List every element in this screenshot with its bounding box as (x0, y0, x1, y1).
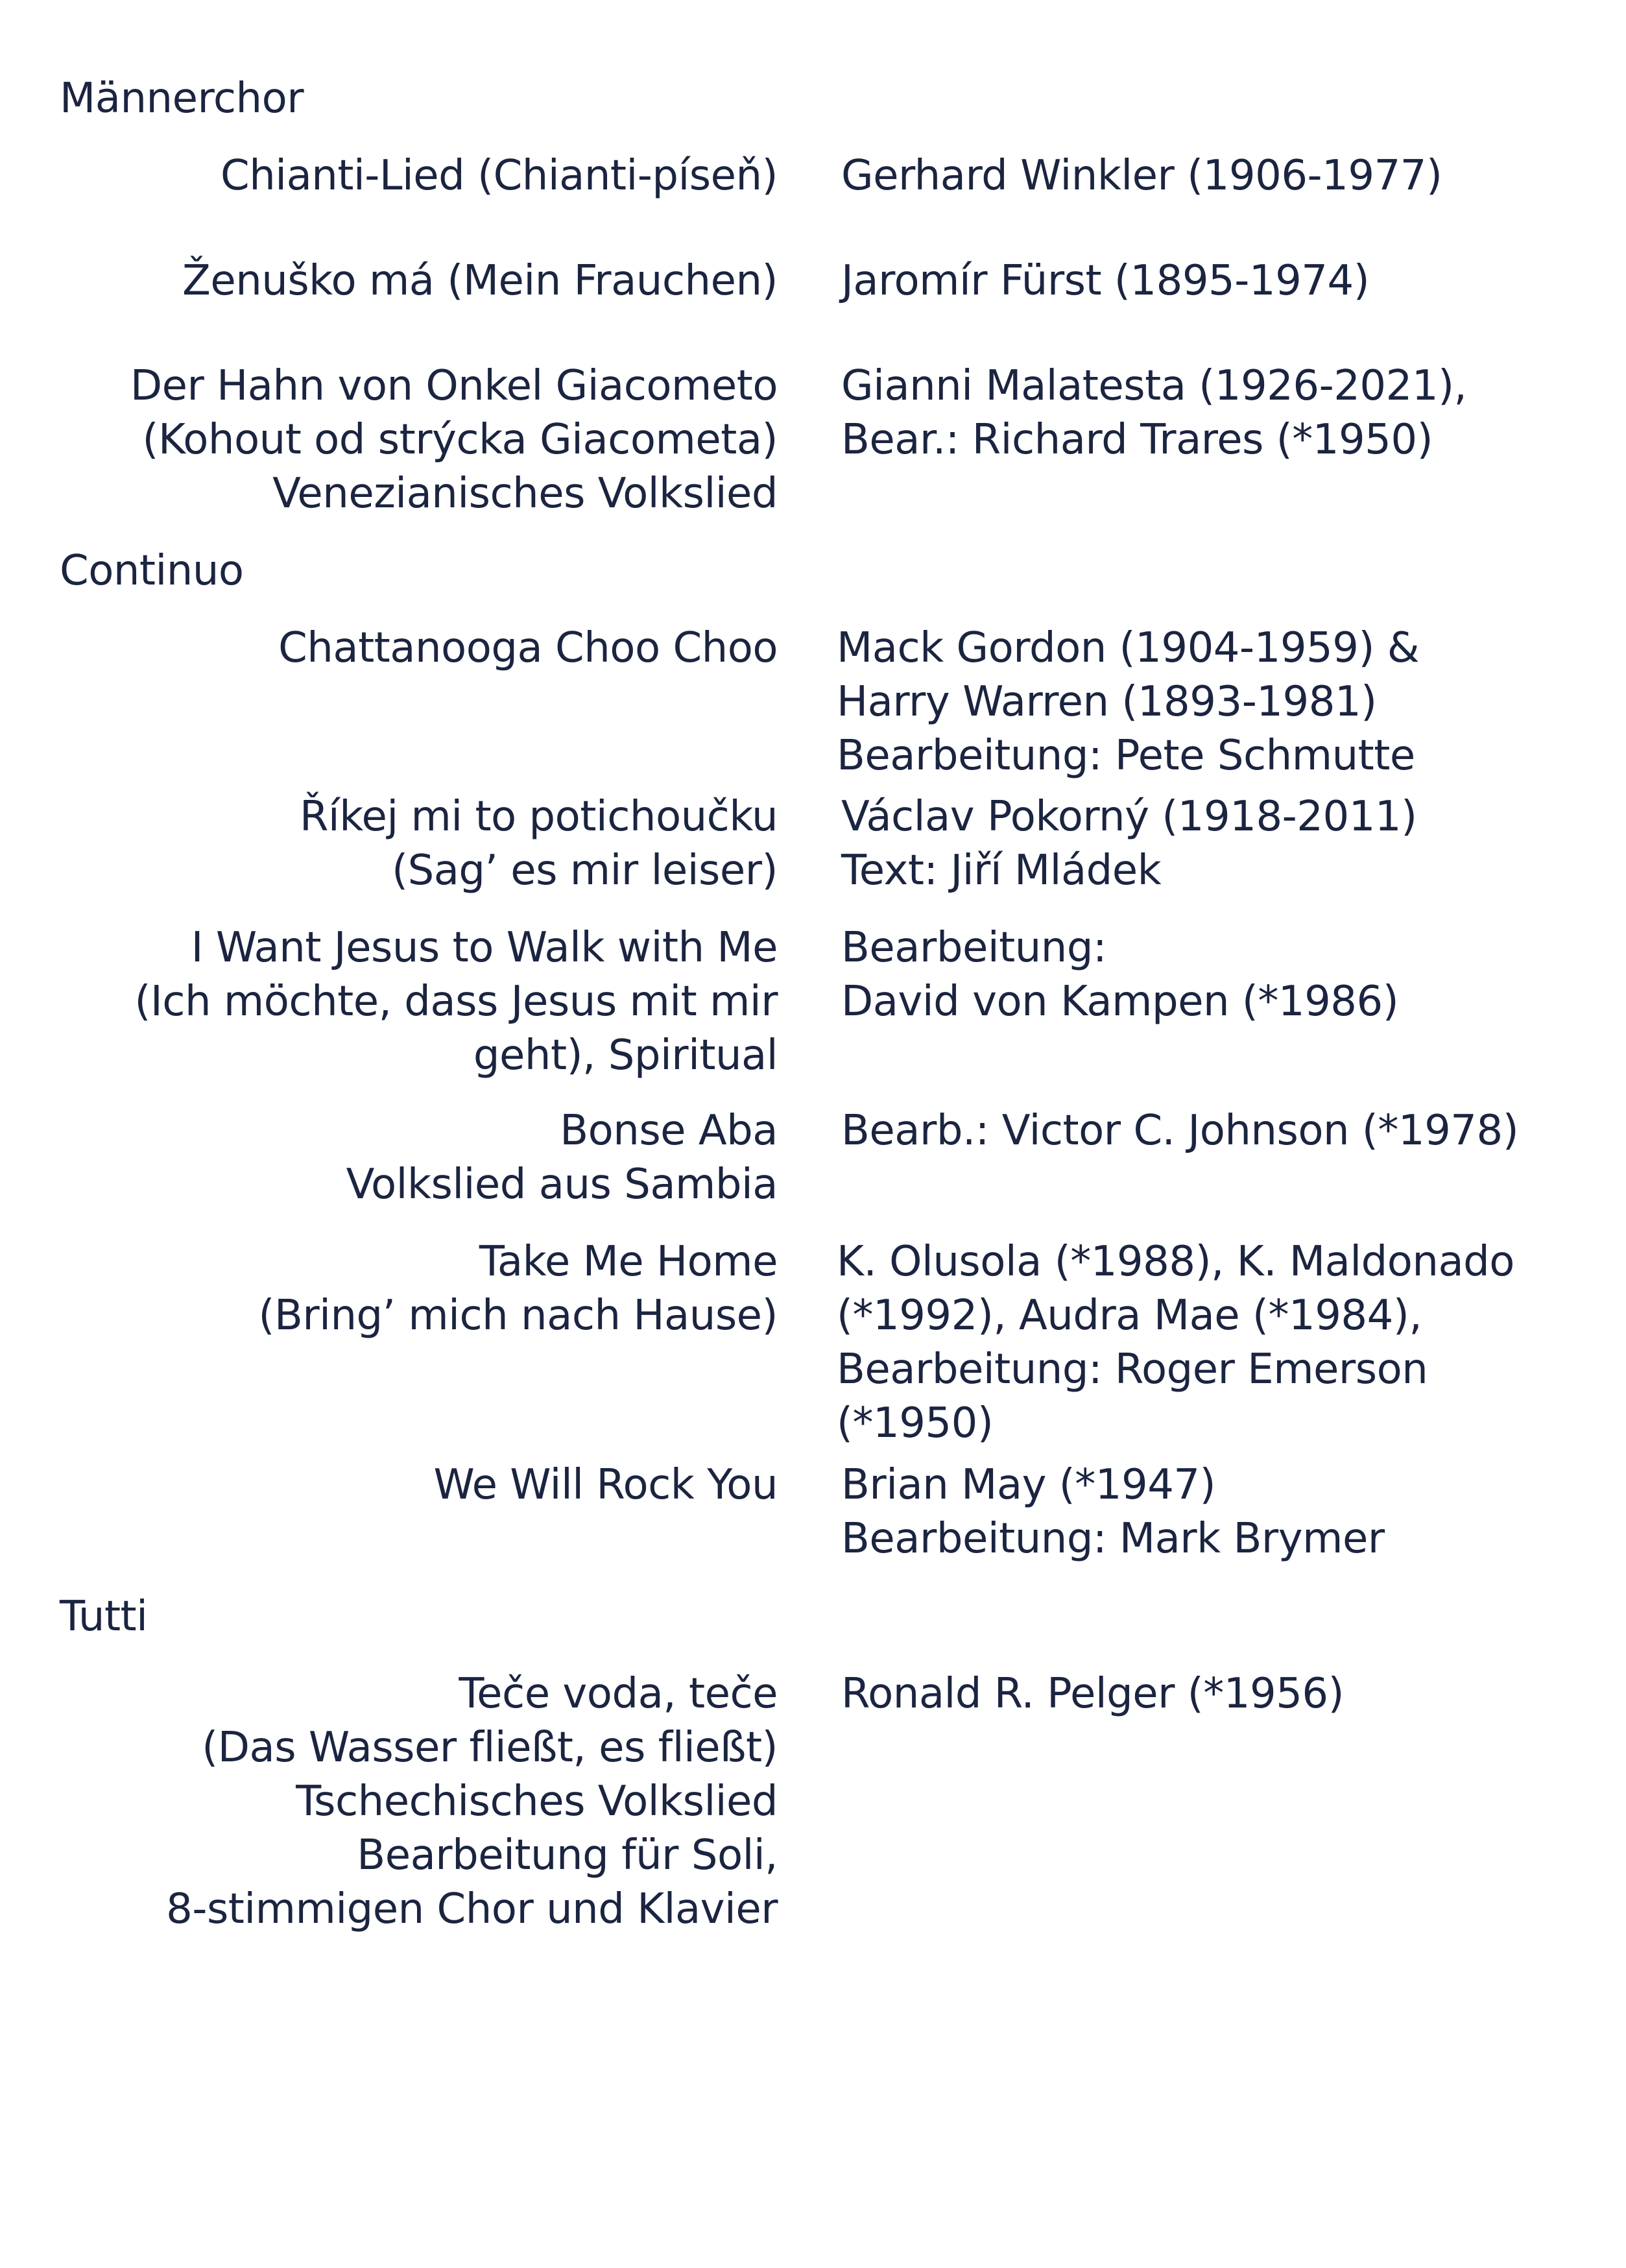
piece-title (134, 921, 778, 1083)
piece-composer (841, 790, 1417, 898)
title-line: Bonse Aba (560, 1107, 778, 1155)
piece-composer (841, 149, 1442, 203)
title-line: Der Hahn von Onkel Giacometo (130, 362, 778, 410)
title-line: 8-stimmigen Chor und Klavier (166, 1885, 778, 1933)
piece-composer (837, 1235, 1514, 1451)
piece-title (221, 149, 778, 203)
composer-line: Bear.: Richard Trares (*1950) (841, 416, 1433, 464)
piece-title (346, 1104, 778, 1212)
section-heading-continuo: Continuo (60, 547, 244, 595)
piece-title (434, 1458, 778, 1512)
title-line: (Das Wasser fließt, es fließt) (202, 1724, 778, 1772)
piece-composer (841, 921, 1398, 1029)
title-line: Tschechisches Volkslied (296, 1778, 778, 1826)
composer-line: Mack Gordon (1904-1959) & (837, 624, 1420, 672)
section-heading-tutti: Tutti (60, 1593, 148, 1641)
title-line: Take Me Home (479, 1238, 778, 1286)
composer-line: David von Kampen (*1986) (841, 978, 1399, 1026)
title-line: I Want Jesus to Walk with Me (191, 924, 778, 972)
piece-composer (841, 254, 1369, 308)
title-line: Volkslied aus Sambia (346, 1161, 778, 1209)
composer-line: Václav Pokorný (1918-2011) (841, 793, 1417, 841)
piece-title (166, 1667, 778, 1936)
composer-line: Text: Jiří Mládek (841, 847, 1162, 895)
composer-line: (*1992), Audra Mae (*1984), (837, 1292, 1422, 1340)
title-line: Chianti-Lied (Chianti-píseň) (221, 152, 778, 200)
piece-composer (841, 359, 1466, 467)
piece-composer (841, 1667, 1344, 1721)
composer-line: Bearb.: Victor C. Johnson (*1978) (841, 1107, 1519, 1155)
composer-line: Bearbeitung: Mark Brymer (841, 1515, 1385, 1563)
composer-line: Jaromír Fürst (1895-1974) (841, 257, 1370, 305)
title-line: Chattanooga Choo Choo (278, 624, 778, 672)
title-line: Venezianisches Volkslied (272, 470, 778, 518)
title-line: geht), Spiritual (473, 1031, 778, 1080)
composer-line: Bearbeitung: Roger Emerson (837, 1345, 1428, 1393)
section-heading-maennerchor: Männerchor (60, 75, 304, 123)
piece-composer (837, 621, 1419, 783)
title-line: Bearbeitung für Soli, (357, 1831, 778, 1879)
composer-line: Gianni Malatesta (1926-2021), (841, 362, 1467, 410)
composer-line: Gerhard Winkler (1906-1977) (841, 152, 1442, 200)
composer-line: K. Olusola (*1988), K. Maldonado (837, 1238, 1514, 1286)
piece-title (300, 790, 778, 898)
composer-line: Harry Warren (1893-1981) (837, 678, 1377, 726)
title-line: (Kohout od strýcka Giacometa) (142, 416, 778, 464)
composer-line: Bearbeitung: (841, 924, 1106, 972)
piece-title (258, 1235, 778, 1343)
title-line: (Ich möchte, dass Jesus mit mir (134, 978, 778, 1026)
piece-composer (841, 1458, 1385, 1566)
title-line: We Will Rock You (433, 1461, 778, 1509)
composer-line: Brian May (*1947) (841, 1461, 1216, 1509)
title-line: (Sag’ es mir leiser) (392, 847, 778, 895)
piece-composer (841, 1104, 1518, 1158)
piece-title (278, 621, 778, 675)
piece-title (182, 254, 778, 308)
title-line: Ženuško má (Mein Frauchen) (182, 257, 778, 305)
composer-line: Ronald R. Pelger (*1956) (841, 1670, 1345, 1718)
piece-title (130, 359, 778, 521)
composer-line: Bearbeitung: Pete Schmutte (837, 732, 1415, 780)
title-line: Říkej mi to potichoučku (299, 793, 778, 841)
title-line: (Bring’ mich nach Hause) (258, 1292, 778, 1340)
composer-line: (*1950) (837, 1399, 994, 1447)
title-line: Teče voda, teče (459, 1670, 778, 1718)
